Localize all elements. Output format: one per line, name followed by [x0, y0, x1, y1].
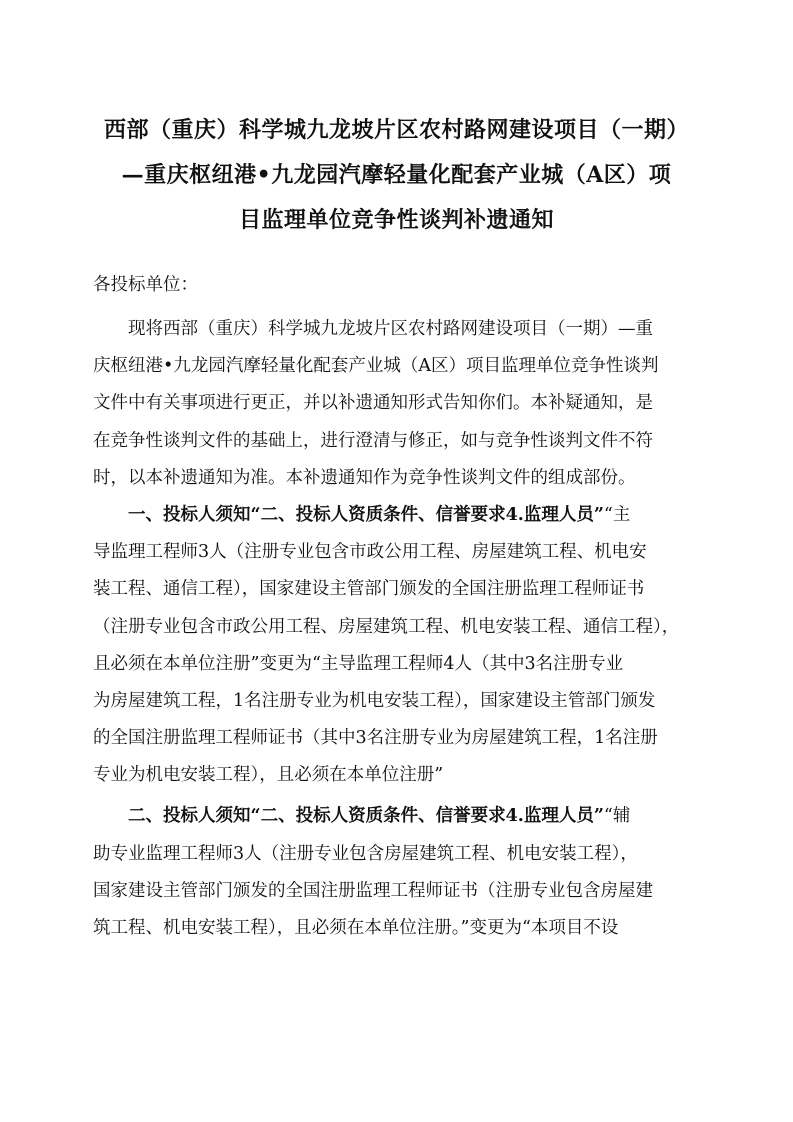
paragraph-line: 为房屋建筑工程，1名注册专业为机电安装工程），国家建设主管部门颁发 — [93, 690, 656, 711]
title-line: 目监理单位竞争性谈判补遗通知 — [238, 207, 554, 233]
item-one-first-line — [93, 497, 713, 534]
item-one-bold-lead: 一、投标人须知“二、投标人资质条件、信誉要求4.监理人员” — [128, 504, 604, 525]
title-line: —重庆枢纽港•九龙园汽摩轻量化配套产业城（A区）项 — [121, 162, 672, 188]
title-line: 西部（重庆）科学城九龙坡片区农村路网建设项目（一期） — [103, 117, 689, 143]
paragraph-line: 的全国注册监理工程师证书（其中3名注册专业为房屋建筑工程，1名注册 — [93, 728, 658, 749]
paragraph-line: 助专业监理工程师3人（注册专业包含房屋建筑工程、机电安装工程）， — [93, 843, 638, 864]
item-two-bold-lead: 二、投标人须知“二、投标人资质条件、信誉要求4.监理人员” — [128, 806, 604, 827]
document-title — [60, 108, 733, 243]
paragraph-line: 庆枢纽港•九龙园汽摩轻量化配套产业城（A区）项目监理单位竞争性谈判 — [93, 356, 659, 377]
paragraph-line: 导监理工程师3人（注册专业包含市政公用工程、房屋建筑工程、机电安 — [93, 542, 647, 563]
document-body — [93, 311, 713, 947]
salutation: 各投标单位： — [93, 275, 198, 295]
paragraph-line: 装工程、通信工程），国家建设主管部门颁发的全国注册监理工程师证书 — [93, 579, 645, 600]
paragraph-line: 现将西部（重庆）科学城九龙坡片区农村路网建设项目（一期）—重 — [128, 319, 653, 339]
paragraph-line: 国家建设主管部门颁发的全国注册监理工程师证书（注册专业包含房屋建 — [93, 880, 653, 901]
paragraph-line: 筑工程、机电安装工程），且必须在本单位注册。”变更为“本项目不设 — [93, 918, 619, 938]
paragraph-line: 文件中有关事项进行更正，并以补遗通知形式告知你们。本补疑通知，是 — [93, 393, 653, 414]
paragraph-line: 时，以本补遗通知为准。本补遗通知作为竞争性谈判文件的组成部份。 — [93, 467, 636, 488]
item-one-first-rest: “主 — [603, 504, 631, 525]
paragraph-line: 且必须在本单位注册”变更为“主导监理工程师4人（其中3名注册专业 — [93, 653, 624, 674]
item-two-first-line — [93, 798, 713, 835]
paragraph-line: （注册专业包含市政公用工程、房屋建筑工程、机电安装工程、通信工程）， — [93, 616, 680, 637]
paragraph-line: 专业为机电安装工程），且必须在本单位注册” — [93, 765, 444, 786]
paragraph-line: 在竞争性谈判文件的基础上，进行澄清与修正，如与竞争性谈判文件不符 — [93, 430, 653, 451]
item-two-first-rest: “辅 — [603, 806, 631, 827]
